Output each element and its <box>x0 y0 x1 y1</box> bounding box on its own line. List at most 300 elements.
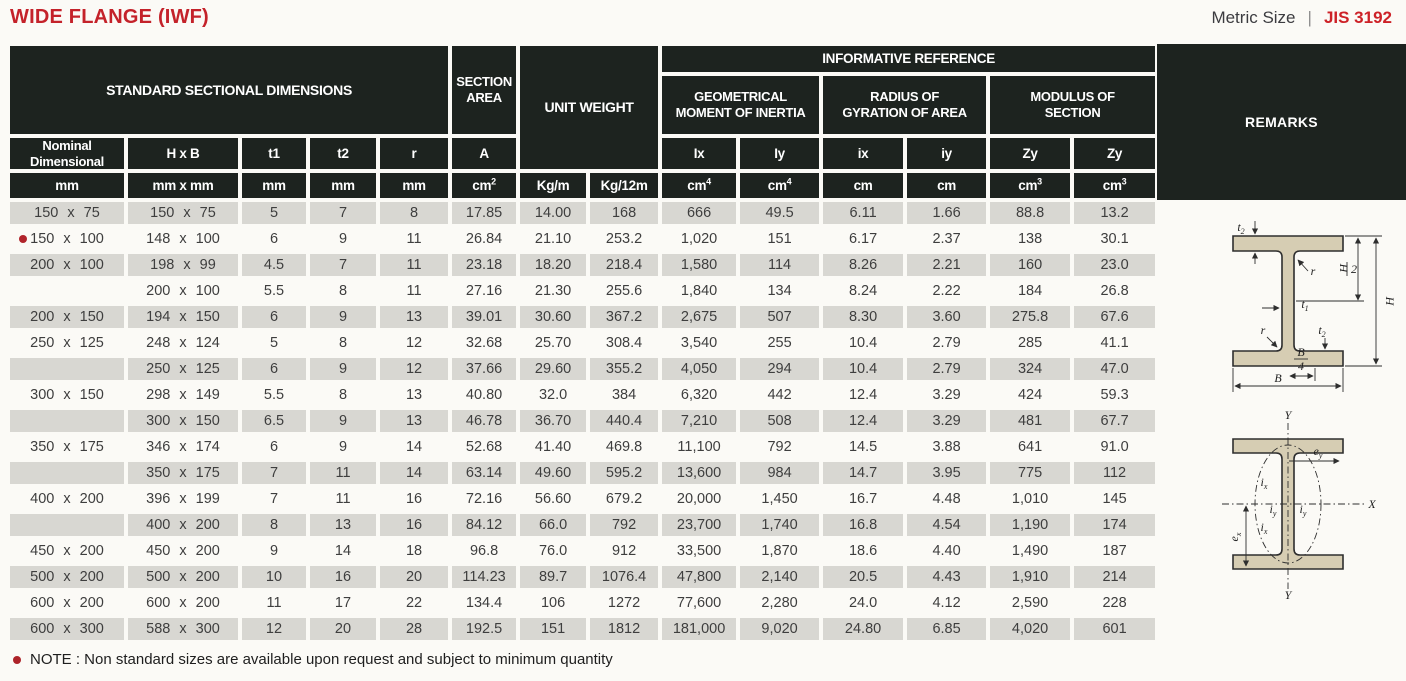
cell-zy1: 2,590 <box>988 590 1072 616</box>
cell-ix-moment: 4,050 <box>660 356 738 382</box>
cell-t2: 11 <box>308 460 378 486</box>
cell-t2: 20 <box>308 616 378 642</box>
section-dimension-diagram <box>1208 218 1403 396</box>
cell-hxb: 346 x 174 <box>126 434 240 460</box>
cell-nominal <box>8 356 126 382</box>
cell-t1: 7 <box>240 460 308 486</box>
cell-zy2: 13.2 <box>1072 200 1157 226</box>
subheader-nominal-line1: Nominal <box>42 138 92 153</box>
cell-t1: 6 <box>240 226 308 252</box>
subheader-hxb: H x B <box>126 136 240 171</box>
subheader-t2: t2 <box>308 136 378 171</box>
cell-area: 192.5 <box>450 616 518 642</box>
cell-nominal: 500 x 200 <box>8 564 126 590</box>
cell-nominal: 450 x 200 <box>8 538 126 564</box>
metric-size-label: Metric Size <box>1211 8 1296 27</box>
cell-ix-radius: 10.4 <box>821 330 905 356</box>
cell-ix-moment: 2,675 <box>660 304 738 330</box>
header-radius-gyration <box>821 74 988 136</box>
cell-hxb: 200 x 100 <box>126 278 240 304</box>
table-row <box>8 330 1157 356</box>
label-y-axis-bottom: Y <box>1284 588 1292 601</box>
cell-iy-radius: 3.95 <box>905 460 988 486</box>
cell-r: 13 <box>378 304 450 330</box>
cell-r: 14 <box>378 460 450 486</box>
cell-t2: 8 <box>308 330 378 356</box>
cell-ix-moment: 6,320 <box>660 382 738 408</box>
cell-r: 28 <box>378 616 450 642</box>
cell-ix-radius: 12.4 <box>821 382 905 408</box>
subheader-t1: t1 <box>240 136 308 171</box>
cell-ix-radius: 18.6 <box>821 538 905 564</box>
cell-t2: 7 <box>308 252 378 278</box>
cell-zy2: 112 <box>1072 460 1157 486</box>
cell-iy-radius: 2.79 <box>905 330 988 356</box>
unit-t1: mm <box>240 171 308 200</box>
cell-iy-moment: 1,870 <box>738 538 821 564</box>
cell-iy-moment: 442 <box>738 382 821 408</box>
cell-kg-m: 30.60 <box>518 304 588 330</box>
unit-iy-moment: $cm^4$ <box>738 171 821 200</box>
cell-iy-moment: 507 <box>738 304 821 330</box>
cell-iy-moment: 114 <box>738 252 821 278</box>
cell-iy-radius: 2.79 <box>905 356 988 382</box>
label-width: B <box>1274 371 1282 385</box>
page-title: WIDE FLANGE (IWF) <box>10 6 209 28</box>
cell-area: 39.01 <box>450 304 518 330</box>
cell-area: 96.8 <box>450 538 518 564</box>
cell-nominal: 350 x 175 <box>8 434 126 460</box>
cell-kg-m: 25.70 <box>518 330 588 356</box>
cell-ix-radius: 16.7 <box>821 486 905 512</box>
label-ey: $e_y$ <box>1313 444 1323 460</box>
unit-nominal: mm <box>8 171 126 200</box>
unit-zy2: $cm^3$ <box>1072 171 1157 200</box>
cell-ix-moment: 20,000 <box>660 486 738 512</box>
cell-hxb: 148 x 100 <box>126 226 240 252</box>
cell-nominal: 200 x 100 <box>8 252 126 278</box>
cell-hxb: 400 x 200 <box>126 512 240 538</box>
cell-kg-12m: 792 <box>588 512 660 538</box>
header-geometrical-line2: MOMENT OF INERTIA <box>675 105 806 120</box>
cell-iy-moment: 9,020 <box>738 616 821 642</box>
cell-nominal: 600 x 300 <box>8 616 126 642</box>
cell-area: 114.23 <box>450 564 518 590</box>
table-row <box>8 616 1157 642</box>
cell-iy-moment: 2,140 <box>738 564 821 590</box>
cell-hxb: 194 x 150 <box>126 304 240 330</box>
header-section-area <box>450 44 518 136</box>
header-modulus-line2: SECTION <box>1044 105 1101 120</box>
cell-t1: 6 <box>240 434 308 460</box>
cell-r: 20 <box>378 564 450 590</box>
label-height: H <box>1383 296 1397 306</box>
cell-area: 40.80 <box>450 382 518 408</box>
cell-nominal: 150 x 100 <box>8 226 126 252</box>
cell-nominal: 400 x 200 <box>8 486 126 512</box>
table-row <box>8 200 1157 226</box>
label-iy-right: $i_y$ <box>1299 502 1307 518</box>
cell-kg-m: 106 <box>518 590 588 616</box>
page-header <box>10 6 1392 29</box>
cell-iy-radius: 3.88 <box>905 434 988 460</box>
cell-iy-moment: 2,280 <box>738 590 821 616</box>
subheader-a: A <box>450 136 518 171</box>
cell-iy-moment: 151 <box>738 226 821 252</box>
cell-kg-m: 32.0 <box>518 382 588 408</box>
cell-area: 37.66 <box>450 356 518 382</box>
cell-ix-moment: 77,600 <box>660 590 738 616</box>
cell-r: 16 <box>378 512 450 538</box>
subheader-ix-moment: Ix <box>660 136 738 171</box>
label-t2-bottom: $t_2$ <box>1318 323 1326 339</box>
jis-standard-label: JIS 3192 <box>1323 8 1392 27</box>
subheader-nominal <box>8 136 126 171</box>
cell-zy2: 91.0 <box>1072 434 1157 460</box>
cell-hxb: 500 x 200 <box>126 564 240 590</box>
cell-hxb: 298 x 149 <box>126 382 240 408</box>
cell-t2: 9 <box>308 226 378 252</box>
unit-kg-12m: Kg/12m <box>588 171 660 200</box>
nonstandard-bullet-icon <box>19 235 27 243</box>
cell-t1: 8 <box>240 512 308 538</box>
cell-ix-moment: 11,100 <box>660 434 738 460</box>
cell-ix-radius: 10.4 <box>821 356 905 382</box>
table-row <box>8 278 1157 304</box>
cell-t1: 5.5 <box>240 382 308 408</box>
cell-kg-m: 14.00 <box>518 200 588 226</box>
cell-kg-m: 151 <box>518 616 588 642</box>
label-ex: $e_x$ <box>1227 532 1243 542</box>
cell-kg-12m: 912 <box>588 538 660 564</box>
cell-ix-moment: 33,500 <box>660 538 738 564</box>
cell-zy1: 1,190 <box>988 512 1072 538</box>
cell-iy-radius: 4.48 <box>905 486 988 512</box>
cell-area: 63.14 <box>450 460 518 486</box>
subheader-zy1: Zy <box>988 136 1072 171</box>
label-half-h-den: 2 <box>1351 262 1357 276</box>
cell-kg-m: 18.20 <box>518 252 588 278</box>
table-row <box>8 512 1157 538</box>
cell-area: 52.68 <box>450 434 518 460</box>
cell-nominal <box>8 278 126 304</box>
cell-hxb: 250 x 125 <box>126 356 240 382</box>
cell-iy-radius: 4.54 <box>905 512 988 538</box>
cell-hxb: 396 x 199 <box>126 486 240 512</box>
table-row <box>8 226 1157 252</box>
cell-hxb: 300 x 150 <box>126 408 240 434</box>
cell-ix-radius: 6.11 <box>821 200 905 226</box>
cell-kg-m: 89.7 <box>518 564 588 590</box>
cell-iy-radius: 4.12 <box>905 590 988 616</box>
cell-kg-12m: 355.2 <box>588 356 660 382</box>
cell-r: 11 <box>378 278 450 304</box>
cell-zy1: 184 <box>988 278 1072 304</box>
cell-ix-radius: 14.5 <box>821 434 905 460</box>
cell-zy2: 187 <box>1072 538 1157 564</box>
cell-kg-m: 76.0 <box>518 538 588 564</box>
header-radius-line2: GYRATION OF AREA <box>842 105 967 120</box>
header-standard-sectional: STANDARD SECTIONAL DIMENSIONS <box>8 44 450 136</box>
cell-zy1: 1,910 <box>988 564 1072 590</box>
cell-zy2: 145 <box>1072 486 1157 512</box>
cell-t1: 10 <box>240 564 308 590</box>
cell-iy-radius: 3.29 <box>905 382 988 408</box>
cell-ix-moment: 23,700 <box>660 512 738 538</box>
cell-kg-12m: 253.2 <box>588 226 660 252</box>
cell-kg-12m: 308.4 <box>588 330 660 356</box>
cell-kg-12m: 218.4 <box>588 252 660 278</box>
cell-iy-radius: 3.29 <box>905 408 988 434</box>
header-section-area-line2: AREA <box>466 90 502 105</box>
cell-kg-12m: 1272 <box>588 590 660 616</box>
cell-nominal <box>8 408 126 434</box>
cell-ix-radius: 16.8 <box>821 512 905 538</box>
cell-r: 11 <box>378 226 450 252</box>
cell-kg-12m: 595.2 <box>588 460 660 486</box>
cell-iy-moment: 49.5 <box>738 200 821 226</box>
cell-nominal <box>8 460 126 486</box>
cell-t2: 9 <box>308 304 378 330</box>
cell-zy2: 30.1 <box>1072 226 1157 252</box>
table-row <box>8 538 1157 564</box>
cell-t1: 11 <box>240 590 308 616</box>
cell-kg-12m: 469.8 <box>588 434 660 460</box>
label-t2-top: $t_2$ <box>1237 220 1245 236</box>
cell-t1: 7 <box>240 486 308 512</box>
cell-ix-moment: 13,600 <box>660 460 738 486</box>
cell-r: 11 <box>378 252 450 278</box>
table-row <box>8 382 1157 408</box>
cell-hxb: 450 x 200 <box>126 538 240 564</box>
cell-area: 84.12 <box>450 512 518 538</box>
cell-ix-radius: 12.4 <box>821 408 905 434</box>
cell-area: 32.68 <box>450 330 518 356</box>
cell-ix-moment: 3,540 <box>660 330 738 356</box>
cell-area: 26.84 <box>450 226 518 252</box>
cell-r: 12 <box>378 356 450 382</box>
wide-flange-table <box>8 44 1157 642</box>
cell-iy-moment: 508 <box>738 408 821 434</box>
size-standard-label <box>1211 8 1392 28</box>
label-x-axis: X <box>1368 497 1376 511</box>
cell-ix-moment: 47,800 <box>660 564 738 590</box>
cell-zy1: 424 <box>988 382 1072 408</box>
label-ix-upper: $i_x$ <box>1260 475 1268 491</box>
cell-iy-radius: 4.43 <box>905 564 988 590</box>
cell-area: 46.78 <box>450 408 518 434</box>
cell-kg-12m: 1812 <box>588 616 660 642</box>
cell-area: 23.18 <box>450 252 518 278</box>
cell-kg-m: 49.60 <box>518 460 588 486</box>
unit-t2: mm <box>308 171 378 200</box>
header-radius-line1: RADIUS OF <box>870 89 939 105</box>
cell-zy1: 285 <box>988 330 1072 356</box>
cell-iy-moment: 1,740 <box>738 512 821 538</box>
label-t1: $t_1$ <box>1301 297 1309 313</box>
unit-zy1: $cm^3$ <box>988 171 1072 200</box>
cell-iy-radius: 6.85 <box>905 616 988 642</box>
cell-kg-12m: 384 <box>588 382 660 408</box>
cell-t2: 8 <box>308 382 378 408</box>
cell-zy1: 4,020 <box>988 616 1072 642</box>
cell-zy2: 59.3 <box>1072 382 1157 408</box>
cell-iy-moment: 792 <box>738 434 821 460</box>
cell-t2: 16 <box>308 564 378 590</box>
cell-hxb: 600 x 200 <box>126 590 240 616</box>
cell-zy1: 88.8 <box>988 200 1072 226</box>
cell-ix-moment: 1,020 <box>660 226 738 252</box>
label-r-lower: r <box>1260 323 1266 337</box>
subheader-iy-moment: Iy <box>738 136 821 171</box>
cell-t1: 5 <box>240 330 308 356</box>
cell-zy2: 228 <box>1072 590 1157 616</box>
header-geometrical-line1: GEOMETRICAL <box>694 89 787 105</box>
subheader-nominal-line2: Dimensional <box>30 153 104 169</box>
cell-t2: 7 <box>308 200 378 226</box>
cell-t1: 9 <box>240 538 308 564</box>
table-row <box>8 252 1157 278</box>
cell-area: 27.16 <box>450 278 518 304</box>
cell-kg-12m: 1076.4 <box>588 564 660 590</box>
cell-ix-moment: 1,840 <box>660 278 738 304</box>
cell-ix-radius: 20.5 <box>821 564 905 590</box>
cell-kg-m: 41.40 <box>518 434 588 460</box>
cell-nominal <box>8 512 126 538</box>
cell-iy-radius: 2.21 <box>905 252 988 278</box>
cell-t2: 13 <box>308 512 378 538</box>
label-half-h-num: H <box>1337 263 1351 273</box>
table-row <box>8 460 1157 486</box>
cell-t2: 9 <box>308 434 378 460</box>
cell-r: 22 <box>378 590 450 616</box>
label-ix-lower: $i_x$ <box>1260 520 1268 536</box>
header-section-area-line1: SECTION <box>456 74 512 90</box>
cell-r: 13 <box>378 408 450 434</box>
cell-nominal: 200 x 150 <box>8 304 126 330</box>
unit-kg-m: Kg/m <box>518 171 588 200</box>
cell-r: 13 <box>378 382 450 408</box>
cell-ix-radius: 6.17 <box>821 226 905 252</box>
cell-ix-moment: 7,210 <box>660 408 738 434</box>
label-y-axis-top: Y <box>1284 409 1292 422</box>
cell-iy-moment: 294 <box>738 356 821 382</box>
subheader-r: r <box>378 136 450 171</box>
separator-bar: | <box>1307 8 1312 27</box>
header-informative-reference: INFORMATIVE REFERENCE <box>660 44 1157 74</box>
cell-t2: 11 <box>308 486 378 512</box>
footnote <box>13 651 613 668</box>
cell-kg-12m: 255.6 <box>588 278 660 304</box>
cell-zy1: 775 <box>988 460 1072 486</box>
cell-iy-radius: 2.22 <box>905 278 988 304</box>
header-modulus-line1: MODULUS OF <box>1030 89 1115 105</box>
cell-iy-radius: 2.37 <box>905 226 988 252</box>
unit-hxb: mm x mm <box>126 171 240 200</box>
cell-iy-radius: 4.40 <box>905 538 988 564</box>
cell-zy2: 214 <box>1072 564 1157 590</box>
cell-t1: 4.5 <box>240 252 308 278</box>
cell-kg-12m: 168 <box>588 200 660 226</box>
cell-area: 72.16 <box>450 486 518 512</box>
table-row <box>8 356 1157 382</box>
unit-r: mm <box>378 171 450 200</box>
label-r-upper: r <box>1310 264 1316 278</box>
cell-nominal: 300 x 150 <box>8 382 126 408</box>
cell-area: 134.4 <box>450 590 518 616</box>
cell-zy1: 481 <box>988 408 1072 434</box>
cell-hxb: 588 x 300 <box>126 616 240 642</box>
cell-iy-radius: 1.66 <box>905 200 988 226</box>
header-geometrical-moment <box>660 74 821 136</box>
cell-hxb: 248 x 124 <box>126 330 240 356</box>
cell-t1: 6 <box>240 356 308 382</box>
unit-ix-radius: cm <box>821 171 905 200</box>
cell-iy-moment: 134 <box>738 278 821 304</box>
cell-zy2: 47.0 <box>1072 356 1157 382</box>
cell-ix-moment: 181,000 <box>660 616 738 642</box>
cell-kg-m: 66.0 <box>518 512 588 538</box>
cell-ix-radius: 14.7 <box>821 460 905 486</box>
cell-ix-moment: 1,580 <box>660 252 738 278</box>
subheader-zy2: Zy <box>1072 136 1157 171</box>
cell-ix-radius: 8.30 <box>821 304 905 330</box>
cell-t1: 6 <box>240 304 308 330</box>
cell-kg-m: 56.60 <box>518 486 588 512</box>
cell-zy2: 67.6 <box>1072 304 1157 330</box>
subheader-ix-radius: ix <box>821 136 905 171</box>
table-row <box>8 408 1157 434</box>
table-row <box>8 434 1157 460</box>
cell-ix-radius: 8.26 <box>821 252 905 278</box>
header-unit-weight: UNIT WEIGHT <box>518 44 660 171</box>
cell-hxb: 198 x 99 <box>126 252 240 278</box>
cell-zy2: 26.8 <box>1072 278 1157 304</box>
cell-t1: 5.5 <box>240 278 308 304</box>
unit-iy-radius: cm <box>905 171 988 200</box>
cell-nominal: 250 x 125 <box>8 330 126 356</box>
table-row <box>8 590 1157 616</box>
remarks-diagrams <box>1208 218 1406 606</box>
cell-zy2: 174 <box>1072 512 1157 538</box>
cell-zy1: 275.8 <box>988 304 1072 330</box>
cell-zy2: 67.7 <box>1072 408 1157 434</box>
table-row <box>8 486 1157 512</box>
cell-hxb: 150 x 75 <box>126 200 240 226</box>
cell-nominal: 150 x 75 <box>8 200 126 226</box>
subheader-iy-radius: iy <box>905 136 988 171</box>
cell-t2: 8 <box>308 278 378 304</box>
cell-area: 17.85 <box>450 200 518 226</box>
cell-kg-m: 29.60 <box>518 356 588 382</box>
cell-ix-radius: 8.24 <box>821 278 905 304</box>
table-row <box>8 304 1157 330</box>
table-row <box>8 564 1157 590</box>
cell-t1: 5 <box>240 200 308 226</box>
cell-kg-m: 36.70 <box>518 408 588 434</box>
cell-zy1: 324 <box>988 356 1072 382</box>
cell-iy-radius: 3.60 <box>905 304 988 330</box>
cell-kg-m: 21.30 <box>518 278 588 304</box>
header-modulus-section <box>988 74 1157 136</box>
cell-ix-radius: 24.0 <box>821 590 905 616</box>
cell-kg-12m: 679.2 <box>588 486 660 512</box>
cell-r: 14 <box>378 434 450 460</box>
cell-r: 8 <box>378 200 450 226</box>
cell-zy1: 138 <box>988 226 1072 252</box>
cell-kg-m: 21.10 <box>518 226 588 252</box>
unit-area: $cm^2$ <box>450 171 518 200</box>
